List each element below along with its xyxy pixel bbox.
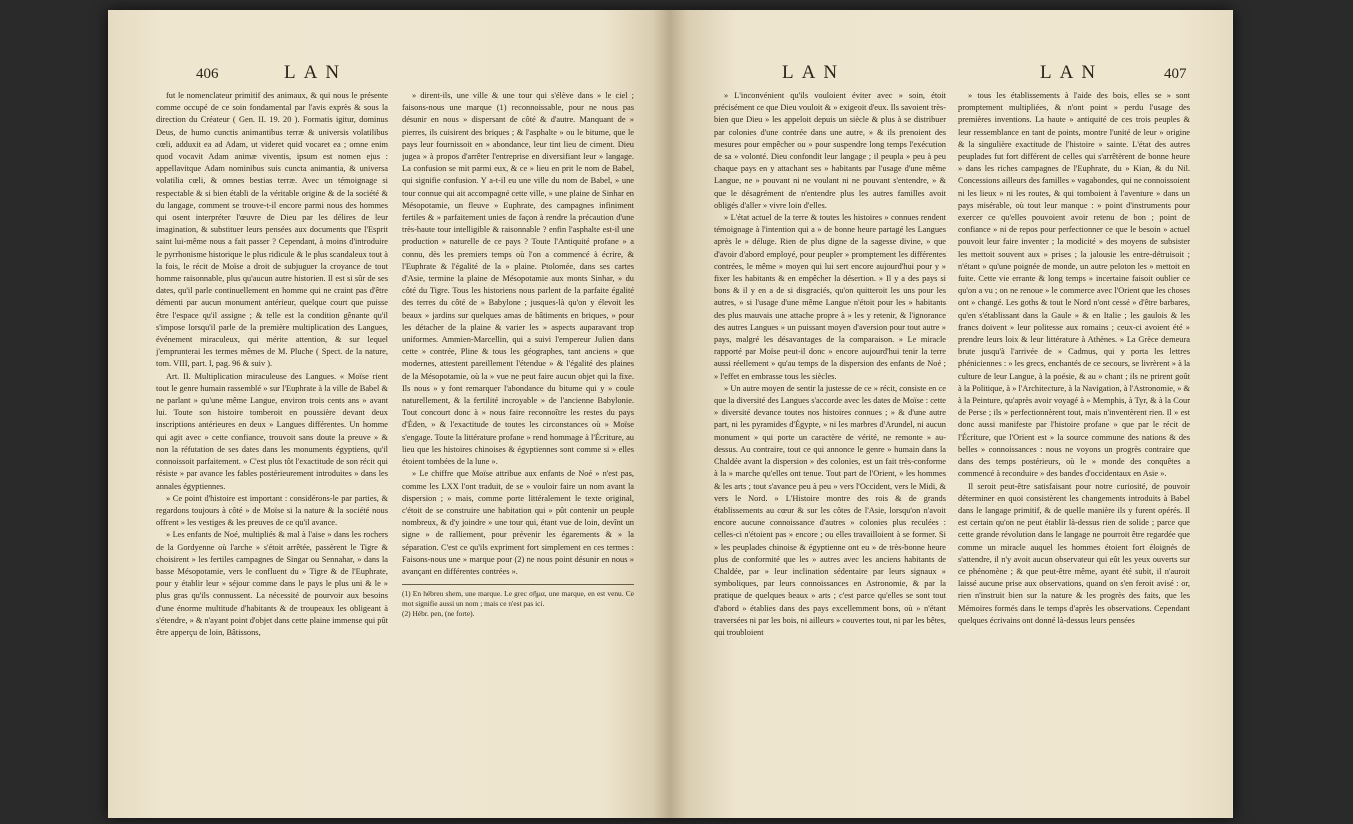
left-page-column-2 <box>402 90 634 805</box>
right-page-column-1 <box>714 90 946 805</box>
paragraph: Il seroit peut-être satisfaisant pour notre curiosité, de pouvoir déterminer en quoi consistèrent les changements introduits à Babel dans le langage primitif, & de quelle manière ils y furent opérés. Il est certain qu'on ne peut établir là-dessus rien de solide ; parce que cette grande révolution dans le langage ne pourroit être regardée que comme un miracle auquel les hommes étoient fort éloignés de s'attendre, il n'y avoit aucun observateur qui eût les yeux ouverts sur ce phénomène ; & que peut-être même, ayant été subit, il n'auroit laissé aucune prise aux observations, quand on s'en feroit avisé : or, rien n'instruit bien sur la nature & les progrès des faits, que les Mémoires formés dans le temps d'après les observations. Cependant quelques écrivains ont donné là-dessus leurs pensées <box>958 481 1190 625</box>
paragraph: » L'état actuel de la terre & toutes les histoires » connues rendent témoignage à l'intention qui a » de bonne heure partagé les Langues après le » déluge. Rien de plus digne de la sagesse divine, » que d'avoir d'abord employé, pour peupler » promptement les différentes contrées, le même » moyen qui lui sert encore aujourd'hui pour y » fixer les habitants & en empêcher la désertion. » Il y a des pays si bons & il y en a de si disgraciés, qu'on quitteroit les uns pour les autres, » si l'usage d'une même Langue n'étoit pour les » habitants des plus mauvais une attache propre à » les y retenir, & l'ignorance des autres Langues » un puissant moyen d'aversion pour tout autre » pays, malgré les désavantages de la comparaison. » Le miracle rapporté par Moïse peut-il donc » encore aujourd'hui tenir la terre aussi réellement » qu'au temps de la dispersion des enfants de Noé ; » l'effet en embrasse tous les siècles. <box>714 213 946 381</box>
paragraph: » Un autre moyen de sentir la justesse de ce » récit, consiste en ce que la diversité des Langues s'accorde avec les dates de Moïse : cette » diversité devance toutes nos histoires connues ; » & d'une autre part, ni les pyramides d'Égypte, » ni les marbres d'Arundel, ni aucun monument » qui porte un caractère de vérité, ne remonte » au-dessus. Au contraire, tout ce qui annonce le genre » humain dans la Chaldée avant la dispersion » des colonies, est un fait très-conforme à la » marche qu'elles ont tenue. Tout part de l'Orient, » les hommes & les arts ; tout s'avance peu à peu » vers l'Occident, vers le Midi, & vers le Nord. » L'Histoire montre des rois & de grands établissements au cœur & sur les côtes de l'Asie, lorsqu'on n'avoit encore aucune connoissance d'autres » colonies plus reculées : celles-ci n'étoient pas » encore ; ou elles travailloient à se former. Si » les peuplades chinoise & égyptienne ont eu » de très-bonne heure plus de conformité que les » autres avec les anciens habitants de Chaldée, par » leur inclination sédentaire par leurs signaux » symboliques, par leurs connoissances en Astronomie, & par la pratique de quelques beaux » arts ; c'est parce qu'elles se sont tout d'abord » établies dans des pays excellemment bons, où » n'étant traversées ni par les bois, ni ailleurs » couvertes tout, ni par les bêtes, qui troubloient <box>714 383 946 637</box>
footnote: (1) En hébreu shem, une marque. Le grec σῆμα, une marque, en est venu. Ce mot signifie aussi un nom ; mais ce n'est pas ici. <box>402 589 634 609</box>
paragraph: Art. II. Multiplication miraculeuse des Langues. « Moïse rient tout le genre humain rassemblé » sur l'Euphrate à la ville de Babel & ne parlant » qu'une même Langue, environ trois cents ans » avant lui. Toute son histoire tomberoit en poussière devant deux inscriptions antérieures en deux » Langues différentes. Un homme qui agit avec » cette confiance, trouvoit sans doute la preuve » & non la réfutation de ses dates dans les monuments égyptiens, qu'il connoissoit parfaitement. » C'est plus tôt l'exactitude de son récit qui résiste » par avance les fables postérieurement introduites » dans les annales égyptiennes. <box>156 371 388 491</box>
paragraph: » L'inconvénient qu'ils vouloient éviter avec » soin, étoit précisément ce que Dieu vouloit & » exigeoit d'eux. Ils savoient très-bien que Dieu » les appeloit depuis un siècle & plus à se distribuer par colonies d'une contrée dans une autre, » & ils prenoient des mesures pour empêcher ou » pour suspendre long temps l'exécution de sa » volonté. Dieu confondit leur langage ; il peupla » peu à peu chaque pays en y attachant ses » habitants par l'usage d'une même Langue, ne » pouvant ni ne voulant ni ne pouvant s'entendre, » & que le désagrément de n'entendre plus les autres familles avoit obligés d'aller » vivre loin d'elles. <box>714 91 946 210</box>
running-head: LAN <box>1040 62 1104 83</box>
paragraph: » Le chiffre que Moïse attribue aux enfants de Noé » n'est pas, comme les LXX l'ont traduit, de se » vouloir faire un nom avant la dispersion ; » mais, comme porte littéralement le texte original, c'étoit de se construire une habitation qui » pût contenir un peuple nombreux, & d'y joindre » une tour qui, étant vue de loin, devînt un signe » de ralliement, pour prévenir les égarements & » la séparation. C'est ce qu'ils expriment fort simplement en ces termes : Faisons-nous une » marque pour (2) ne nous point désunir en nous » avançant en différentes contrées ». <box>402 469 634 576</box>
paragraph: » tous les établissements à l'aide des bois, elles se » sont promptement multipliées, & n'ont point » perdu l'usage des premières inventions. La haute » antiquité de ces trois peuples & leur ressemblance en tant de points, montre l'unité de leur » origine & la singulière exactitude de l'histoire » sainte. L'état des autres peuplades fut fort différent de celles qui s'arrêtèrent de bonne heure » dans les riches campagnes de l'Euphrate, du » Kian, & du Nil. Concessions ailleurs des familles » vagabondes, qui ne connoissoient ni les lieux » ni les routes, & qui tomboient à l'aventure » dans un pays misérable, où tout leur manque : » point d'instruments pour exercer ce qu'elles pouvoient avoir retenu de bon ; point de confiance » ni de repos pour perfectionner ce que le besoin » actuel pouvoit leur faire inventer ; la modicité » des moyens de subsister les mettoit souvent aux » prises ; la jalousie les entre-détruisoit ; n'étant » qu'une poignée de monde, un autre peloton les » mettoit en fuite. Cette vie errante & long temps » incertaine faisoit oublier ce qu'on a vu ; on ne renoue » le commerce avec l'Orient que les choses ont » changé. Les goths & tout le Nord n'ont cessé » d'être barbares, qu'en s'établissant dans la Gaule » & en Italie ; les gaulois & les francs doivent » leur politesse aux romains ; ceux-ci avoient été » prendre leurs loix & leur littérature à Athènes. » La Grèce demeura brute jusqu'à l'arrivée de » Cadmus, qui y porta les lettres phéniciennes : » les grecs, enchantés de ce secours, se livrèrent » à la culture de leur Langue, à la poésie, & au » chant ; ils ne prirent goût à la Politique, à » l'Architecture, à la Navigation, à l'Astronomie, » & à la Peinture, qu'après avoir voyagé à » Memphis, à Tyr, & à la Cour de Perse ; ils » perfectionnèrent tout, mais n'inventèrent rien. Il » est donc aussi manifeste par l'histoire profane » que par le récit de l'Écriture, que l'Orient est » la source commune des nations & des belles » connoissances : nous ne voyons un progrès contraire que dans des temps postérieurs, où le » monde des conquêtes a commencé à reconduire » des bandes d'occidentaux en Asie ». <box>958 91 1190 479</box>
paragraph: fut le nomenclateur primitif des animaux, & qui nous le présente comme occupé de ce soin fondamental par l'avis exprès & sous la direction du Créateur ( Gen. II. 19. 20 ). Formatis igitur, dominus Deus, de humo cunctis animantibus terræ & universis volatilibus cœli, adduxit ea ad Adam, ut videret quid vocaret ea ; omne enim quod vocavit Adam animæ viventis, ipsum est nomen ejus : appellavitque Adam nominibus suis cuncta animantia, & universa volatilia cœli, & omnes bestias terræ. Avec un témoignage si respectable & si bien établi de la véritable origine & de la société & du langage, comment se trouve-t-il encore parmi nous des hommes qui osent interpréter l'œuvre de Dieu par les délires de leur imagination, & substituer leurs pensées aux documents que l'Esprit saint lui-même nous a fait passer ? Cependant, à moins d'introduire le pyrrhonisme historique le plus ridicule & le plus scandaleux tout à la fois, le récit de Moïse a droit de subjuguer la croyance de tout homme raisonnable, plus qu'aucun autre historien. Il est si sûr de ses dates, qu'il parle continuellement en homme qui ne craint pas d'être démenti par aucun monument antérieur, quelque court que puisse être l'espace qu'il assigne ; & telle est la condition gênante qu'il s'impose lorsqu'il parle de la première multiplication des Langues, événement miraculeux, qui mérite attention, & sur lequel j'emprunterai les termes mêmes de M. Pluche ( Spect. de la nature, tom. VIII, part. I, pag. 96 & suiv ). <box>156 91 388 369</box>
page-number: 406 <box>196 66 219 82</box>
book-spread <box>108 10 1233 818</box>
right-page-column-2 <box>958 90 1190 805</box>
footnotes <box>402 584 634 619</box>
running-head: LAN <box>782 62 846 83</box>
right-page-header <box>670 62 1232 88</box>
right-page <box>670 10 1232 818</box>
paragraph: » Les enfants de Noé, multipliés & mal à l'aise » dans les rochers de la Gordyenne où l'arche » s'étoit arrêtée, passèrent le Tigre & choisirent » les fertiles campagnes de Singar ou Sennahar, » dans la basse Mésopotamie, vers le confluent du » Tigre & de l'Euphrate, pour y établir leur » séjour comme dans le pays le plus uni & le » plus gras qu'ils connussent. La nécessité de pourvoir aux besoins d'une énorme multitude d'habitants & de troupeaux les obligeant à s'étendre, » & n'ayant point d'objet dans cette plaine immense qui pût être apperçu de loin, Bâtissons, <box>156 530 388 637</box>
left-page <box>108 10 670 818</box>
footnote: (2) Hébr. pen, (ne forte). <box>402 609 475 619</box>
paragraph: » dirent-ils, une ville & une tour qui s'élève dans » le ciel ; faisons-nous une marque (1) reconnoissable, pour ne nous pas désunir en nous » dispersant de côté & d'autre. Manquant de » pierres, ils cuisirent des briques ; & l'asphalte » ou le bitume, que le pays leur fournissoit en » abondance, leur tint lieu de ciment. Dieu jugea » à propos d'arrêter l'entreprise en diversifiant leur » langage. La confusion se mit parmi eux, & ce » lieu en prit le nom de Babel, qui signifie confusion. Y a-t-il eu une ville du nom de Babel, » une tour connue qui ait accompagné cette ville, » une plaine de Sinhar en Mésopotamie, un fleuve » Euphrate, des campagnes infiniment fertiles & » parfaitement unies de façon à rendre la précaution d'une très-haute tour intelligible & raisonnable ? enfin l'asphalte est-il une production » naturelle de ce pays ? Toute l'Antiquité profane » a connu, dès les premiers temps où l'on a commencé à écrire, & l'Euphrate & l'égalité de la » plaine. Ptolomée, dans ses cartes d'Asie, termine la plaine de Mésopotamie aux monts Sinhar, » du côté du Tigre. Tous les historiens nous parlent de la parfaite égalité des terres du côté de » Babylone ; jusques-là qu'on y élevoit les beaux » jardins sur quelques amas de bâtiments en briques, » pour les détacher de la plaine & varier les » aspects auparavant trop uniformes. Ammien-Marcellin, qui a suivi l'empereur Julien dans cette » contrée, Pline & tous les géographes, tant anciens » que modernes, attestent pareillement l'étendue » & l'égalité des plaines de la Mésopotamie, où la » vue ne peut faire aucun objet qui la fixe. Ils nous » y font remarquer l'abondance du bitume qui y » coule naturellement, & la fertilité incroyable » de l'ancienne Babylonie. Tout concourt donc à » nous faire reconnoître les restes du pays d'Éden, » & l'exactitude de toutes les circonstances où » Moïse s'engage. Toute la littérature profane » rend hommage à l'Écriture, au lieu que les histoires chinoises & égyptiennes sont comme si » elles étoient tombées de la lune ». <box>402 91 634 467</box>
running-head: LAN <box>284 62 348 83</box>
left-page-column-1 <box>156 90 388 805</box>
left-page-header <box>108 62 670 88</box>
paragraph: » Ce point d'histoire est important : considérons-le par parties, & regardons toujours à côté » de Moïse si la nature & la société nous offrent » les vestiges & les preuves de ce qu'il avance. <box>156 493 388 528</box>
page-number: 407 <box>1164 66 1187 82</box>
